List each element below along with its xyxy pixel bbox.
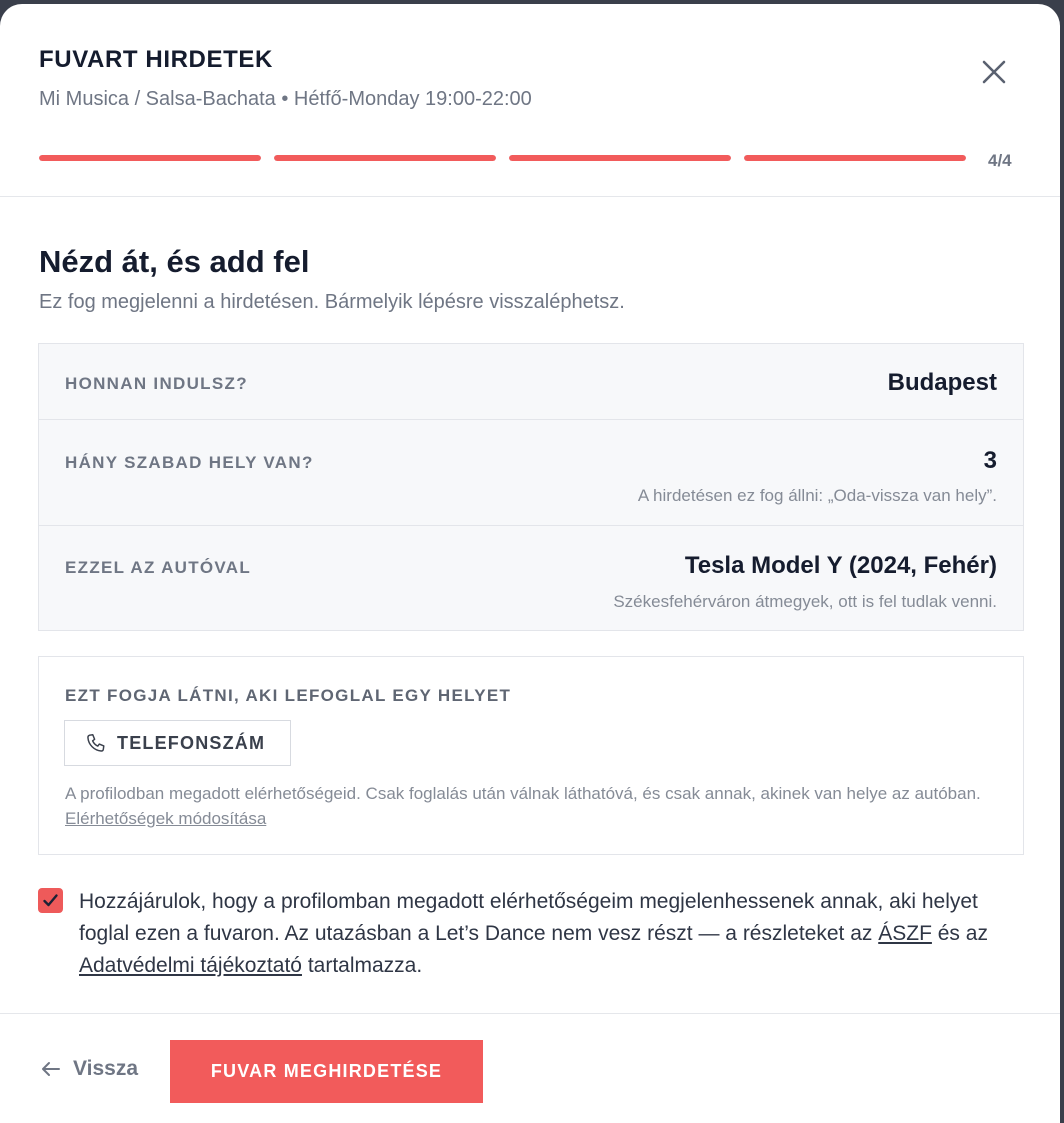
progress-segment-fill [274, 155, 496, 161]
contact-description [65, 781, 995, 831]
consent-text [79, 886, 1024, 982]
terms-link[interactable]: ÁSZF [878, 922, 932, 945]
progress-segment [274, 155, 496, 161]
privacy-policy-link[interactable]: Adatvédelmi tájékoztató [79, 954, 302, 977]
arrow-left-icon [39, 1057, 63, 1081]
back-label: Vissza [73, 1057, 138, 1080]
phone-chip-label: TELEFONSZÁM [117, 732, 266, 753]
submit-label: FUVAR MEGHIRDETÉSE [210, 1061, 443, 1081]
summary-label: HÁNY SZABAD HELY VAN? [65, 453, 314, 472]
edit-contacts-link[interactable]: Elérhetőségek módosítása [65, 809, 267, 828]
summary-label: HONNAN INDULSZ? [65, 374, 248, 393]
summary-value: Budapest [887, 369, 997, 396]
modal-title: FUVART HIRDETEK [39, 46, 273, 73]
summary-note: Székesfehérváron átmegyek, ott is fel tudlak venni. [613, 592, 997, 611]
contact-heading: EZT FOGJA LÁTNI, AKI LEFOGLAL EGY HELYET [65, 686, 512, 705]
summary-row-departure [39, 344, 1023, 419]
summary-value: 3 [983, 447, 997, 474]
consent-text-and: és az [937, 922, 988, 945]
progress-segment [744, 155, 966, 161]
phone-number-chip[interactable] [64, 720, 291, 766]
step-counter: 4/4 [988, 151, 1012, 170]
summary-note: A hirdetésen ez fog állni: „Oda-vissza van hely”. [637, 486, 997, 505]
contact-visibility-box [38, 656, 1024, 855]
summary-row-car [39, 525, 1023, 630]
submit-ride-button[interactable] [170, 1040, 483, 1103]
progress-segment-fill [509, 155, 731, 161]
progress-segment-fill [39, 155, 261, 161]
summary-label: EZZEL AZ AUTÓVAL [65, 558, 252, 577]
footer-divider [0, 1013, 1060, 1014]
section-description: Ez fog megjelenni a hirdetésen. Bármelyik lépésre visszaléphetsz. [39, 291, 625, 313]
progress-segment-fill [744, 155, 966, 161]
close-icon [978, 56, 1010, 88]
step-progress-bar [39, 155, 966, 161]
progress-segment [39, 155, 261, 161]
event-subtitle: Mi Musica / Salsa-Bachata • Hétfő-Monday 19:00-22:00 [39, 88, 532, 110]
phone-icon [85, 732, 107, 754]
header-divider [0, 196, 1060, 197]
summary-row-seats [39, 419, 1023, 525]
contact-text: A profilodban megadott elérhetőségeid. Csak foglalás után válnak láthatóvá, és csak annak, akinek van helye az autóban. [65, 784, 981, 803]
back-button[interactable] [39, 1057, 138, 1081]
summary-value: Tesla Model Y (2024, Fehér) [684, 552, 997, 579]
ride-summary-panel [38, 343, 1024, 631]
post-ride-modal [0, 4, 1060, 1123]
close-button[interactable] [978, 56, 1010, 88]
section-title: Nézd át, és add fel [39, 244, 310, 279]
progress-segment [509, 155, 731, 161]
consent-checkbox[interactable] [38, 888, 63, 913]
checkmark-icon [42, 892, 59, 909]
consent-text-main: Hozzájárulok, hogy a profilomban megadott elérhetőségeim megjelenhessenek annak, aki helyet foglal ezen a fuvaron. Az utazásban a Let’s Dance nem vesz részt — a részleteket az [79, 890, 978, 945]
consent-text-end: tartalmazza. [307, 954, 423, 977]
